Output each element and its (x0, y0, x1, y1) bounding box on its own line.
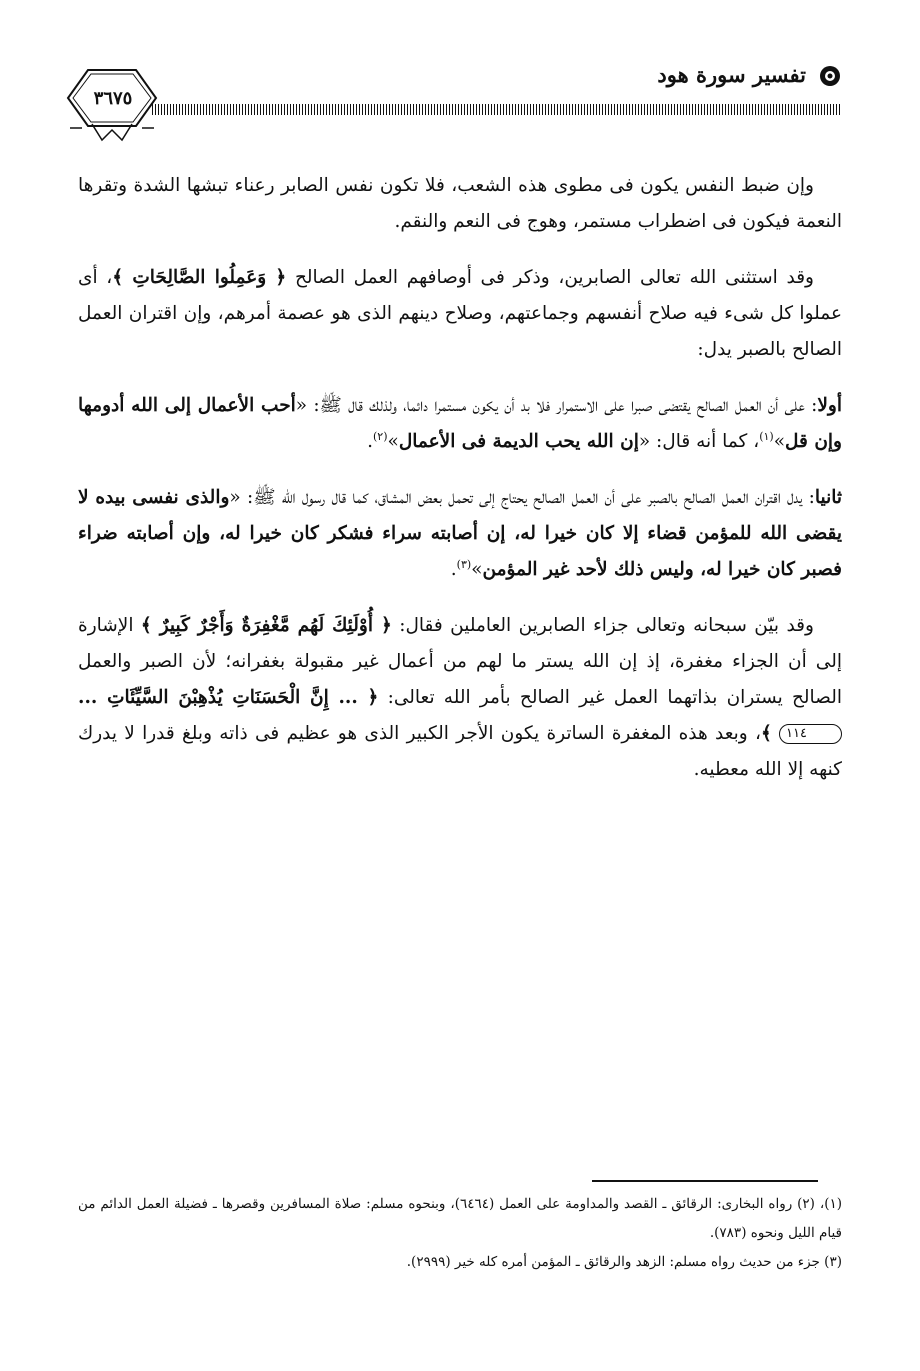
footnote-ref: (٣) (456, 557, 472, 571)
text-run: وقد بيّن سبحانه وتعالى جزاء الصابرين العاملين فقال: (399, 615, 814, 636)
page-header (62, 52, 842, 142)
footnote-2: (٣) جزء من حديث رواه مسلم: الزهد والرقائق ـ المؤمن أمره كله خير (٢٩٩٩). (406, 1254, 842, 1270)
footnotes (78, 1190, 842, 1277)
quran-quote: ﴿ أُوْلَئِكَ لَهُم مَّغْفِرَةٌ وَأَجْرٌ كَبِيرٌ ﴾ (140, 615, 392, 636)
text-run: » (471, 559, 483, 580)
paragraph-1: وإن ضبط النفس يكون فى مطوى هذه الشعب، فلا تكون نفس الصابر رعناء تبشها الشدة وتقرها النعمة فيكون فى اضطراب مستمر، وهوج فى النعم والنقم. (78, 175, 842, 232)
text-run: » (387, 431, 399, 452)
footnote-ref: (١) (759, 429, 774, 443)
hadith-quote: إن الله يحب الديمة فى الأعمال (398, 431, 639, 452)
text-run: . (367, 431, 373, 452)
quran-bracket: ﴾ (760, 723, 772, 744)
text-run: الإشارة إلى أن الجزاء مغفرة، إذ إن الله يستر ما لهم من أعمال غير مقبولة بغفرانه؛ لأن الصبر والعمل الصالح يستران بذاتهما العمل غير الصالح بأمر الله تعالى: (78, 615, 842, 708)
paragraph-3 (78, 388, 842, 460)
main-text (78, 168, 842, 808)
text-run: وقد استثنى الله تعالى الصابرين، وذكر فى أوصافهم العمل الصالح (294, 267, 814, 288)
text-run: » (773, 431, 786, 452)
text-run: ، كما أنه قال: « (638, 431, 760, 452)
header-rule (152, 104, 842, 115)
footnote-1: (١)، (٢) رواه البخارى: الرقائق ـ القصد والمداومة على العمل (٦٤٦٤)، وبنحوه مسلم: صلاة المسافرين وقصرها ـ فضيلة العمل الدائم من قيام الليل ونحوه (٧٨٣). (78, 1196, 843, 1241)
text-run: : يدل اقتران العمل الصالح بالصبر على أن العمل الصالح يحتاج إلى تحمل بعض المشاق، كما قال رسول الله ﷺ: « (229, 487, 815, 508)
quran-quote: ﴿ ... إِنَّ الْحَسَنَاتِ يُذْهِبْنَ السَّيِّئَاتِ ... (78, 687, 379, 708)
quran-quote: ﴿ وَعَمِلُوا الصَّالِحَاتِ ﴾ (112, 267, 287, 288)
ayah-number: ١١٤ (779, 724, 842, 744)
text-run: : على أن العمل الصالح يقتضى صبرا على الاستمرار فلا بد أن يكون مستمرا دائما، ولذلك قال ﷺ: « (295, 395, 818, 416)
text-run: . (450, 559, 457, 580)
text-run: ، أى عملوا كل شىء فيه صلاح أنفسهم وجماعتهم، وصلاح دينهم الذى هو عصمة أمرهم، وإن اقتران العمل الصالح بالصبر يدل: (78, 267, 842, 360)
point-label: ثانيا (814, 487, 842, 508)
page-number: ٣٦٧٥ (93, 88, 133, 109)
footnote-divider (592, 1180, 818, 1182)
paragraph-5 (78, 608, 842, 788)
hadith-quote: والذى نفسى بيده لا يقضى الله للمؤمن قضاء إلا كان خيرا له، إن أصابته سراء فشكر كان خيرا له، وإن أصابته ضراء فصبر كان خيرا له، وليس ذلك لأحد غير المؤمن (78, 487, 842, 580)
point-label: أولا (817, 395, 842, 416)
paragraph-4 (78, 480, 842, 588)
paragraph-2 (78, 260, 842, 368)
surah-title: تفسير سورة هود (657, 62, 806, 87)
text-run: ، وبعد هذه المغفرة الساترة يكون الأجر الكبير الذى هو عظيم فى ذاته وبلغ قدرا لا يدرك كنهه إلا الله معطيه. (78, 723, 842, 780)
ornament-icon (818, 64, 842, 88)
hadith-quote: أحب الأعمال إلى الله أدومها وإن قل (78, 395, 842, 452)
footnote-ref: (٢) (372, 429, 388, 443)
